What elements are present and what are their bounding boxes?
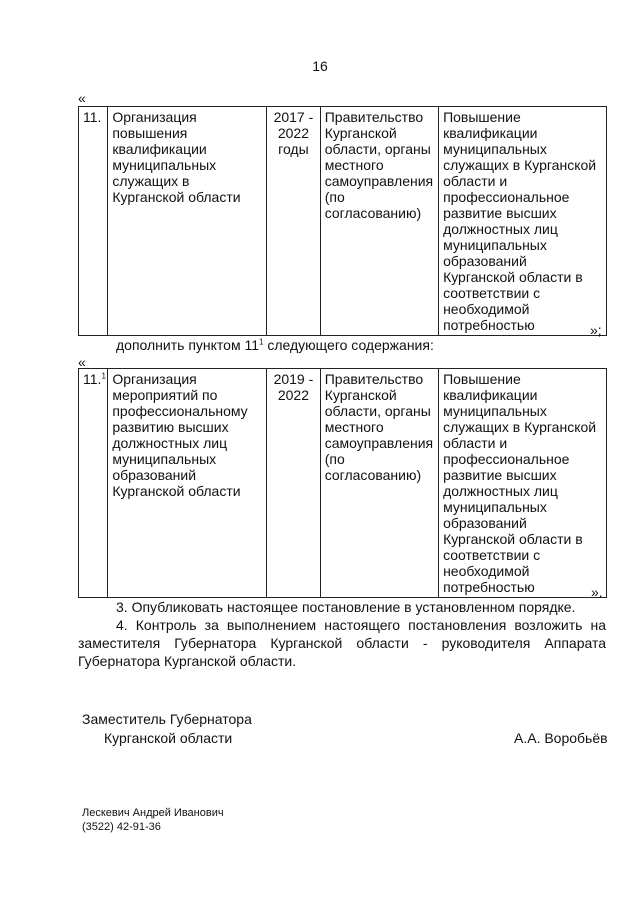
table-row [79,107,607,336]
row-title: Организация мероприятий по профессиональному развитию высших должностных лиц муниципальных образований Курганской области [108,369,267,598]
plan-table-row-11 [78,106,607,336]
item-3: 3. Опубликовать настоящее постановление в установленном порядке. [116,599,576,615]
add-clause-prefix: дополнить пунктом 11 [116,337,260,353]
row-number-main: 11. [83,371,102,387]
contact-phone: (3522) 42-91-36 [82,821,161,833]
signature-name: А.А. Воробьёв [514,730,608,746]
page-number: 16 [312,58,328,74]
row-number: 11. [79,107,108,336]
row-result: Повышение квалификации муниципальных служащих в Курганской области и профессиональное развитие высших должностных лиц муниципальных образований Курганской области в соответствии с необходимой потребностью [439,107,607,336]
row-period: 2017 - 2022 годы [267,107,321,336]
row-title: Организация повышения квалификации муниципальных служащих в Курганской области [108,107,267,336]
signature-position-line2: Курганской области [104,730,233,746]
add-clause-suffix: следующего содержания: [263,337,434,353]
row-executor: Правительство Курганской области, органы местного самоуправления (по согласованию) [320,369,438,598]
close-quote: ». [591,584,603,600]
row-period: 2019 - 2022 [267,369,321,598]
item-4: 4. Контроль за выполнением настоящего постановления возложить на заместителя Губернатора Курганской области - руководителя Аппарата Губернатора Курганской области. [78,617,606,669]
row-executor: Правительство Курганской области, органы местного самоуправления (по согласованию) [320,107,438,336]
add-clause-text [116,336,434,354]
open-quote: « [78,90,86,106]
row-number [79,369,108,598]
contact-name: Лескевич Андрей Иванович [82,807,224,819]
row-result: Повышение квалификации муниципальных служащих в Курганской области и профессиональное развитие высших должностных лиц муниципальных образований Курганской области в соответствии с необходимой потребностью [439,369,607,598]
close-quote: »; [590,322,602,338]
open-quote: « [78,354,86,370]
add-clause-sup: 1 [259,337,264,347]
signature-position-line1: Заместитель Губернатора [82,711,252,727]
plan-table-row-11-1 [78,368,607,598]
row-number-sup: 1 [101,371,106,381]
table-row [79,369,607,598]
